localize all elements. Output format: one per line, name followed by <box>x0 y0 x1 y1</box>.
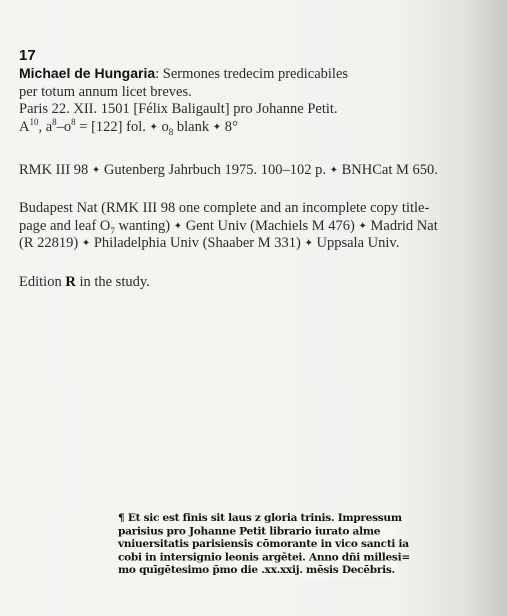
holdings-paragraph <box>19 200 497 253</box>
holdings-part: Gent Univ (Machiels M 476) <box>182 217 359 234</box>
separator-icon: ✦ <box>304 238 313 250</box>
holdings-line: Budapest Nat (RMK III 98 one complete and an incomplete copy title- <box>19 200 430 216</box>
collation-sub: 8 <box>168 126 174 137</box>
separator-icon: ✦ <box>81 238 91 250</box>
colophon-line: vniuersitatis parisiensis cōmorante in vico sancti ia <box>118 538 409 550</box>
reference-item: Gutenberg Jahrbuch 1975. 100–102 p. <box>100 162 330 178</box>
reference-item: BNHCat M 650. <box>337 162 438 178</box>
separator-icon: ✦ <box>91 165 101 176</box>
holdings-part: page and leaf O <box>19 217 111 234</box>
separator-icon: ✦ <box>173 220 183 232</box>
colophon-facsimile <box>118 512 410 577</box>
colophon-line: mo quīgētesimo p̄mo die .xx.xxij. mēsis Decēbris. <box>118 564 395 577</box>
collation-part: o <box>157 118 169 135</box>
edition-prefix: Edition <box>19 274 66 290</box>
colophon-line: ¶ Et sic est finis sit laus z gloria trinis. Impressum <box>118 512 402 524</box>
edition-letter: R <box>65 274 76 290</box>
entry-title-line2: per totum annum licet breves. <box>19 83 192 100</box>
collation-part: A <box>19 118 30 135</box>
entry-title <box>19 65 489 84</box>
collation-part: –o <box>56 118 72 135</box>
collation-part: 8° <box>221 118 238 135</box>
collation-sup: 8 <box>71 116 76 127</box>
holdings-line <box>19 218 497 236</box>
catalog-entry <box>19 47 489 136</box>
holdings-line <box>19 235 497 253</box>
separator-icon: ✦ <box>329 165 338 176</box>
holdings-part: wanting) <box>114 217 174 234</box>
colophon-line: cobi in intersignio leonis argētei. Anno dñi millesi= <box>118 551 410 564</box>
holdings-part: Uppsala Univ. <box>312 235 400 252</box>
holdings-sub: 7 <box>110 225 115 236</box>
edition-suffix: in the study. <box>75 274 150 290</box>
separator-icon: ✦ <box>212 121 222 133</box>
collation-part: , a <box>38 118 53 135</box>
reference-item: RMK III 98 <box>19 162 92 178</box>
entry-imprint: Paris 22. XII. 1501 [Félix Baligault] pro Johanne Petit. <box>19 101 338 118</box>
collation-sup: 8 <box>52 116 57 127</box>
entry-author: Michael de Hungaria <box>19 65 156 81</box>
holdings-part: (R 22819) <box>19 235 82 252</box>
holdings-part: Philadelphia Univ (Shaaber M 331) <box>90 235 305 252</box>
entry-title-text: : Sermones tredecim predicabiles <box>155 66 349 82</box>
entry-number: 17 <box>19 47 36 64</box>
edition-note <box>19 274 150 292</box>
references-line <box>19 162 438 180</box>
separator-icon: ✦ <box>358 220 367 232</box>
holdings-part: Madrid Nat <box>366 217 438 234</box>
separator-icon: ✦ <box>149 121 158 133</box>
collation-part: = [122] fol. <box>75 118 150 135</box>
collation-sup: 10 <box>29 116 39 127</box>
collation-part: blank <box>173 118 213 135</box>
entry-collation <box>19 116 489 137</box>
colophon-line: parisius pro Johanne Petit librario iurato alme <box>118 525 381 537</box>
